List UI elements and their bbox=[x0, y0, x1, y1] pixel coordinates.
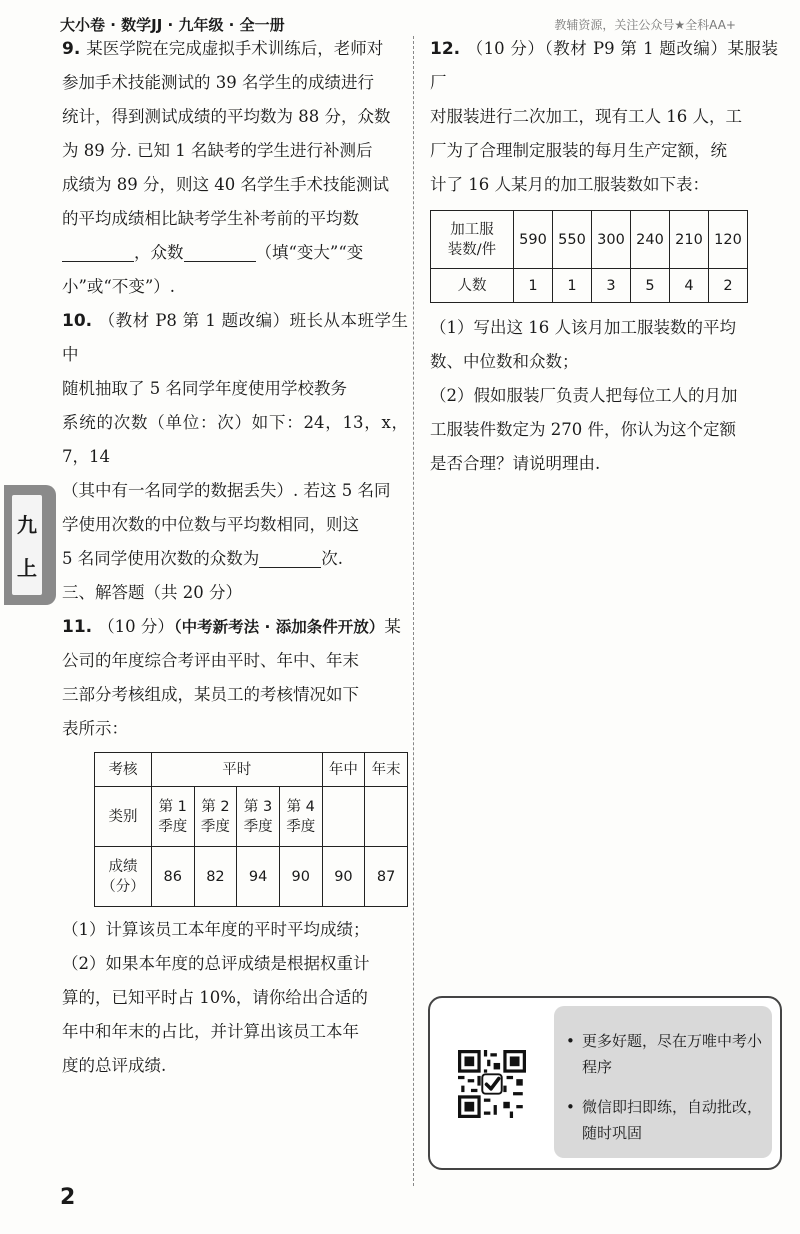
q11-line: 三部分考核组成，某员工的考核情况如下 bbox=[62, 685, 359, 704]
grade-side-tab bbox=[4, 485, 56, 605]
side-tab-char-1: 九 bbox=[17, 513, 37, 537]
table-cell: 240 bbox=[631, 211, 670, 269]
cell-text: 装数/件 bbox=[447, 241, 497, 258]
cell-text: 加工服 bbox=[450, 221, 494, 238]
table-cell bbox=[279, 787, 322, 847]
column-divider bbox=[413, 36, 414, 1186]
table-cell: 120 bbox=[709, 211, 748, 269]
promo-item: • 更多好题，尽在万唯中考小程序 bbox=[554, 1028, 772, 1080]
table-cell: 90 bbox=[279, 847, 322, 907]
table-cell: 90 bbox=[322, 847, 365, 907]
q11-line: 某 bbox=[384, 617, 401, 636]
table-cell: 2 bbox=[709, 269, 748, 303]
q10-line: 学使用次数的中位数与平均数相同，则这 bbox=[62, 515, 359, 534]
q12-subquestion: 数、中位数和众数； bbox=[430, 352, 579, 371]
q9-line: 成绩为 89 分，则这 40 名学生手术技能测试 bbox=[62, 175, 389, 194]
q12-subquestion: （2）假如服装厂负责人把每位工人的月加 bbox=[430, 386, 738, 405]
table-cell bbox=[365, 787, 408, 847]
cell-text: （分） bbox=[101, 878, 145, 895]
q10-line: （教材 P8 第 1 题改编）班长从本班学生中 bbox=[62, 311, 408, 364]
q10-line: 次. bbox=[321, 549, 343, 568]
question-10 bbox=[62, 304, 408, 576]
answer-blank[interactable] bbox=[259, 547, 321, 568]
table-cell: 82 bbox=[194, 847, 237, 907]
qr-code-icon[interactable] bbox=[458, 1050, 526, 1118]
table-cell: 210 bbox=[670, 211, 709, 269]
question-12 bbox=[430, 32, 778, 481]
q11-subquestion: （1）计算该员工本年度的平时平均成绩； bbox=[62, 920, 370, 939]
table-cell: 590 bbox=[514, 211, 553, 269]
cell-text: 第 2 bbox=[201, 798, 230, 815]
question-number: 12. bbox=[430, 39, 461, 59]
table-cell bbox=[95, 847, 152, 907]
table-cell: 87 bbox=[365, 847, 408, 907]
cell-text: 季度 bbox=[158, 818, 188, 835]
q9-line: 的平均成绩相比缺考学生补考前的平均数 bbox=[62, 209, 359, 228]
q12-subquestion: 工服装件数定为 270 件，你认为这个定额 bbox=[430, 420, 736, 439]
q11-line: （10 分） bbox=[98, 617, 174, 636]
q11-line: 表所示： bbox=[62, 719, 128, 738]
q10-line: 随机抽取了 5 名同学年度使用学校教务 bbox=[62, 379, 347, 398]
table-cell: 3 bbox=[592, 269, 631, 303]
question-number: 9. bbox=[62, 39, 81, 59]
cell-text: 第 3 bbox=[243, 798, 273, 815]
table-cell: 86 bbox=[151, 847, 194, 907]
table-cell: 人数 bbox=[431, 269, 514, 303]
q10-line: 5 名同学使用次数的众数为 bbox=[62, 549, 260, 568]
q9-line: ，众数 bbox=[134, 243, 184, 262]
q11-line: 公司的年度综合考评由平时、年中、年末 bbox=[62, 651, 359, 670]
cell-text: 第 4 bbox=[286, 798, 315, 815]
q12-line: 计了 16 人某月的加工服装数如下表： bbox=[430, 175, 709, 194]
side-tab-char-2: 上 bbox=[17, 556, 37, 580]
table-cell: 5 bbox=[631, 269, 670, 303]
cell-text: 季度 bbox=[200, 818, 230, 835]
answer-blank[interactable] bbox=[62, 241, 134, 262]
table-cell: 考核 bbox=[95, 753, 152, 787]
cell-text: 第 1 bbox=[158, 798, 187, 815]
book-title: 大小卷 · 数学JJ · 九年级 · 全一册 bbox=[60, 16, 285, 34]
q11-subquestion: 度的总评成绩. bbox=[62, 1056, 167, 1075]
table-cell: 年末 bbox=[365, 753, 408, 787]
q11-subquestion: 年中和年末的占比，并计算出该员工本年 bbox=[62, 1022, 359, 1041]
appraisal-table bbox=[94, 752, 408, 907]
table-cell: 300 bbox=[592, 211, 631, 269]
q12-subquestion: （1）写出这 16 人该月加工服装数的平均 bbox=[430, 318, 736, 337]
question-number: 11. bbox=[62, 617, 93, 637]
q10-line: （其中有一名同学的数据丢失）. 若这 5 名同 bbox=[62, 481, 391, 500]
qr-promo-box bbox=[428, 996, 782, 1170]
table-cell: 类别 bbox=[95, 787, 152, 847]
q10-line: 系统的次数（单位：次）如下：24，13，x，7，14 bbox=[62, 413, 408, 466]
q12-subquestion: 是否合理？请说明理由. bbox=[430, 454, 601, 473]
garment-table bbox=[430, 210, 748, 303]
left-column bbox=[62, 32, 408, 1083]
table-cell bbox=[431, 211, 514, 269]
table-cell bbox=[237, 787, 280, 847]
table-cell: 1 bbox=[553, 269, 592, 303]
q9-line: 某医学院在完成虚拟手术训练后，老师对 bbox=[86, 39, 384, 58]
page-number: 2 bbox=[60, 1185, 76, 1210]
table-cell: 550 bbox=[553, 211, 592, 269]
q12-line: 对服装进行二次加工，现有工人 16 人，工 bbox=[430, 107, 742, 126]
q9-line: 为 89 分. 已知 1 名缺考的学生进行补测后 bbox=[62, 141, 373, 160]
q9-line: 参加手术技能测试的 39 名学生的成绩进行 bbox=[62, 73, 374, 92]
q12-line: （10 分）（教材 P9 第 1 题改编）某服装厂 bbox=[430, 39, 778, 92]
table-cell bbox=[322, 787, 365, 847]
promo-panel bbox=[554, 1006, 772, 1158]
table-cell: 1 bbox=[514, 269, 553, 303]
cell-text: 季度 bbox=[243, 818, 273, 835]
q12-line: 厂为了合理制定服装的每月生产定额，统 bbox=[430, 141, 727, 160]
right-column bbox=[430, 32, 778, 481]
table-cell bbox=[151, 787, 194, 847]
q9-line: 统计，得到测试成绩的平均数为 88 分，众数 bbox=[62, 107, 391, 126]
q9-line: （填“变大”“变 bbox=[255, 243, 364, 262]
table-cell bbox=[194, 787, 237, 847]
section-heading: 三、解答题（共 20 分） bbox=[62, 583, 242, 602]
answer-blank[interactable] bbox=[184, 241, 256, 262]
cell-text: 季度 bbox=[286, 818, 316, 835]
promo-item: • 微信即扫即练，自动批改，随时巩固 bbox=[554, 1094, 772, 1146]
table-cell: 94 bbox=[237, 847, 280, 907]
table-cell: 平时 bbox=[151, 753, 322, 787]
table-cell: 年中 bbox=[322, 753, 365, 787]
question-9 bbox=[62, 32, 408, 304]
cell-text: 成绩 bbox=[108, 858, 138, 875]
question-11 bbox=[62, 610, 408, 1083]
question-number: 10. bbox=[62, 311, 93, 331]
q11-subquestion: （2）如果本年度的总评成绩是根据权重计 bbox=[62, 954, 370, 973]
q9-line: 小”或“不变”）. bbox=[62, 277, 176, 296]
q11-tag: （中考新考法 · 添加条件开放） bbox=[173, 618, 385, 636]
q11-subquestion: 算的，已知平时占 10%，请你给出合适的 bbox=[62, 988, 368, 1007]
table-cell: 4 bbox=[670, 269, 709, 303]
promo-header: 教辅资源，关注公众号★全科AA+ bbox=[554, 18, 736, 32]
